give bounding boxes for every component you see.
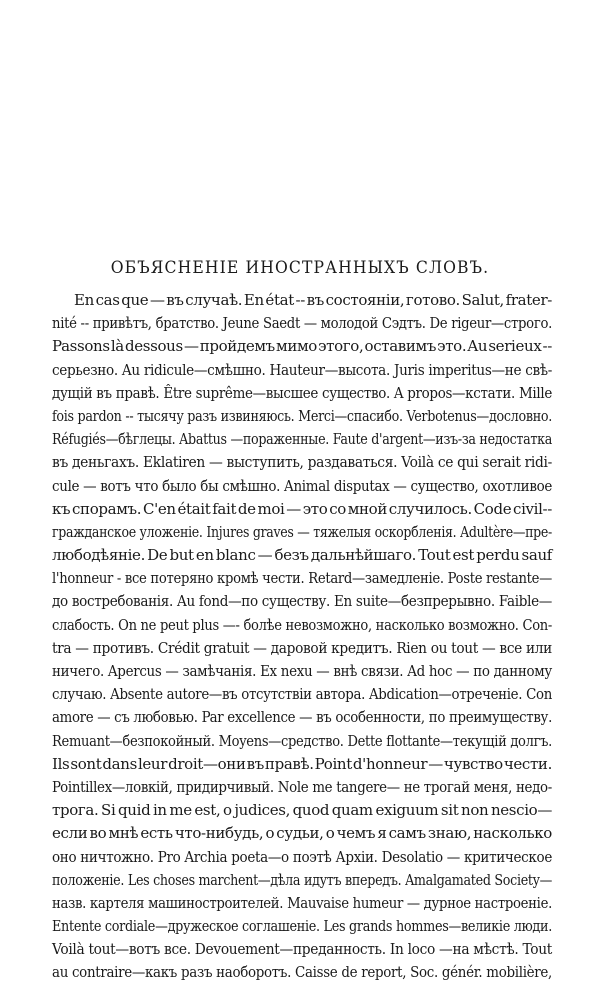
text-line: Voilà tout—вотъ все. Devouement—преданность. In loco —на мѣстѣ. Tout: [52, 940, 552, 959]
text-line: слабость. On ne peut plus —- болѣе невозможно, насколько возможно. Con-: [52, 615, 552, 634]
text-line: cule — вотъ что было бы смѣшно. Animal disputax — существо, охотливое: [52, 476, 552, 495]
text-line: Remuant—безпокойный. Moyens—средство. Dette flottante—текущій долгъ.: [52, 731, 552, 750]
text-line: оно ничтожно. Pro Archia poeta—о поэтѣ Архіи. Desolatio — критическое: [52, 847, 552, 866]
text-line: au contraire—какъ разъ наоборотъ. Caisse de report, Soc. génér. mobilière,: [52, 963, 552, 982]
text-line: въ деньгахъ. Eklatiren — выступить, раздаваться. Voilà ce qui serait ridi-: [52, 453, 552, 472]
text-line: къ спорамъ. C'en était fait de moi — это со мной случилось. Code civil--: [52, 499, 552, 518]
text-line: любодѣяніе. De but en blanc — безъ дальнѣйшаго. Tout est perdu sauf: [52, 546, 552, 565]
glossary-body: [52, 289, 552, 985]
text-line: серьезно. Au ridicule—смѣшно. Hauteur—высота. Juris imperitus—не свѣ-: [52, 360, 552, 379]
text-line: Pointillex—ловкій, придирчивый. Nole me tangere— не трогай меня, недо-: [52, 777, 552, 796]
text-line: tra — противъ. Crédit gratuit — даровой кредитъ. Rien ou tout — все или: [52, 638, 552, 657]
text-line: fois pardon -- тысячу разъ извиняюсь. Merci—спасибо. Verbotenus—дословно.: [52, 406, 552, 425]
text-line: назв. картеля машиностроителей. Mauvaise humeur — дурное настроеніе.: [52, 893, 552, 912]
text-line: amore — съ любовью. Par excellence — въ особенности, по преимуществу.: [52, 708, 552, 727]
text-line: положеніе. Les choses marchent—дѣла идутъ впередъ. Amalgamated Society—: [52, 870, 552, 889]
text-line: nité -- привѣтъ, братство. Jeune Saedt — молодой Сэдтъ. De rigeur—строго.: [52, 314, 552, 333]
text-line: ничего. Apercus — замѣчанія. Ex nexu — внѣ связи. Ad hoc — по данному: [52, 662, 552, 680]
text-line: Passons là dessous — пройдемъ мимо этого, оставимъ это. Au serieux --: [52, 337, 552, 356]
text-line: гражданское уложеніе. Injures graves — тяжелыя оскорбленія. Adultère—пре-: [52, 522, 552, 541]
text-line: до востребованія. Au fond—по существу. En suite—безпрерывно. Faible—: [52, 592, 552, 611]
text-line: En cas que — въ случаѣ. En état -- въ состояніи, готово. Salut, frater-: [74, 291, 552, 309]
text-line: если во мнѣ есть что-нибудь, о судьи, о чемъ я самъ знаю, насколько: [52, 824, 552, 843]
text-line: Réfugiés—бѣглецы. Abattus —пораженные. Faute d'argent—изъ-за недостатка: [52, 430, 552, 449]
page-title: ОБЪЯСНЕНІЕ ИНОСТРАННЫХЪ СЛОВЪ.: [110, 258, 490, 278]
text-line: дущій въ правѣ. Être suprême—высшее существо. A propos—кстати. Mille: [52, 383, 552, 402]
text-line: случаю. Absente autore—въ отсутствіи автора. Abdication—отреченіе. Con: [52, 685, 552, 704]
text-line: трога. Si quid in me est, o judices, quod quam exiguum sit non nescio—: [52, 801, 552, 820]
text-line: Ils sont dans leur droit—они въ правѣ. Point d'honneur — чувство чести.: [52, 754, 552, 773]
text-line: Entente cordiale—дружеское соглашеніе. Les grands hommes—великіе люди.: [52, 917, 552, 936]
text-line: l'honneur - все потеряно кромѣ чести. Retard—замедленіе. Poste restante—: [52, 569, 552, 588]
